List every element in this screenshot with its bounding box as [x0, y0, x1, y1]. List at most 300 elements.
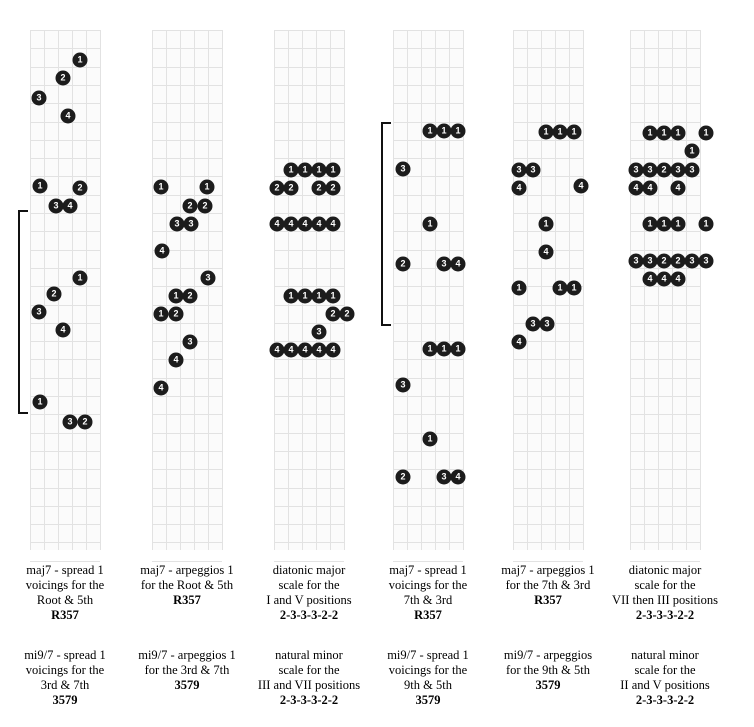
fret-line [393, 286, 463, 287]
caption-formula: R357 [534, 593, 562, 607]
finger-dot[interactable]: 1 [33, 179, 48, 194]
fret-line [30, 140, 100, 141]
caption-line: for the 9th & 5th [505, 663, 590, 677]
fret-line [630, 524, 700, 525]
fret-line [393, 323, 463, 324]
finger-dot[interactable]: 3 [643, 163, 658, 178]
string-line [44, 30, 45, 550]
fret-line [274, 30, 344, 31]
string-line [344, 30, 345, 550]
finger-dot[interactable]: 1 [437, 342, 452, 357]
string-line [100, 30, 101, 550]
caption-line: scale for the [278, 578, 340, 592]
caption-line: scale for the [634, 663, 696, 677]
finger-dot[interactable]: 3 [643, 254, 658, 269]
finger-dot[interactable]: 2 [169, 307, 184, 322]
finger-dot[interactable]: 3 [49, 199, 64, 214]
fret-line [30, 359, 100, 360]
fret-line [393, 305, 463, 306]
caption-formula: R357 [414, 608, 442, 622]
finger-dot[interactable]: 3 [671, 163, 686, 178]
fret-line [30, 524, 100, 525]
caption-line: for the Root & 5th [140, 578, 234, 592]
finger-dot[interactable]: 4 [451, 257, 466, 272]
finger-dot[interactable]: 1 [73, 271, 88, 286]
finger-dot[interactable]: 1 [169, 289, 184, 304]
fret-line [513, 506, 583, 507]
fret-line [393, 140, 463, 141]
fret-line [152, 378, 222, 379]
caption-line: scale for the [278, 663, 340, 677]
string-line [583, 30, 584, 550]
finger-dot[interactable]: 3 [526, 163, 541, 178]
string-line [630, 30, 631, 550]
caption-formula: R357 [173, 593, 201, 607]
finger-dot[interactable]: 4 [298, 343, 313, 358]
finger-dot[interactable]: 1 [200, 180, 215, 195]
caption-line: II and V positions [620, 678, 710, 692]
finger-dot[interactable]: 4 [169, 353, 184, 368]
fret-line [513, 67, 583, 68]
finger-dot[interactable]: 4 [155, 244, 170, 259]
finger-dot[interactable]: 3 [312, 325, 327, 340]
fret-line [152, 140, 222, 141]
fretboard-grid [630, 30, 709, 550]
caption-bottom-5 [492, 648, 604, 693]
finger-dot[interactable]: 4 [270, 343, 285, 358]
finger-dot[interactable]: 4 [643, 181, 658, 196]
finger-dot[interactable]: 1 [298, 289, 313, 304]
caption-line: 3rd & 7th [40, 678, 90, 692]
finger-dot[interactable]: 3 [699, 254, 714, 269]
caption-line: voicings for the [25, 663, 105, 677]
string-line [686, 30, 687, 550]
finger-dot[interactable]: 1 [657, 126, 672, 141]
fret-line [274, 140, 344, 141]
finger-dot[interactable]: 3 [437, 470, 452, 485]
finger-dot[interactable]: 3 [685, 163, 700, 178]
fret-line [152, 195, 222, 196]
fret-line [152, 433, 222, 434]
finger-dot[interactable]: 4 [671, 181, 686, 196]
caption-bottom-1 [9, 648, 121, 708]
fret-line [513, 48, 583, 49]
fret-line [274, 378, 344, 379]
finger-dot[interactable]: 3 [629, 163, 644, 178]
finger-dot[interactable]: 3 [512, 163, 527, 178]
fret-line [513, 122, 583, 123]
finger-dot[interactable]: 1 [284, 163, 299, 178]
string-line [700, 30, 701, 550]
finger-dot[interactable]: 4 [298, 217, 313, 232]
fret-line [152, 30, 222, 31]
fret-line [630, 48, 700, 49]
finger-dot[interactable]: 4 [643, 272, 658, 287]
finger-dot[interactable]: 3 [184, 217, 199, 232]
finger-dot[interactable]: 1 [423, 124, 438, 139]
fret-line [513, 140, 583, 141]
finger-dot[interactable]: 1 [699, 217, 714, 232]
fret-line [30, 268, 100, 269]
caption-bottom-3 [253, 648, 365, 708]
finger-dot[interactable]: 4 [270, 217, 285, 232]
caption-line: Root & 5th [36, 593, 94, 607]
finger-dot[interactable]: 2 [56, 71, 71, 86]
finger-dot[interactable]: 1 [567, 125, 582, 140]
fret-line [513, 561, 583, 562]
caption-line: for the 7th & 3rd [505, 578, 591, 592]
finger-dot[interactable]: 1 [312, 289, 327, 304]
fret-line [630, 250, 700, 251]
finger-dot[interactable]: 2 [198, 199, 213, 214]
fret-line [274, 396, 344, 397]
finger-dot[interactable]: 3 [685, 254, 700, 269]
fret-line [274, 469, 344, 470]
finger-dot[interactable]: 1 [657, 217, 672, 232]
finger-dot[interactable]: 1 [284, 289, 299, 304]
fret-line [630, 433, 700, 434]
caption-top-5 [492, 563, 604, 608]
fret-line [152, 506, 222, 507]
fret-line [630, 561, 700, 562]
finger-dot[interactable]: 4 [539, 245, 554, 260]
string-line [72, 30, 73, 550]
fret-line [152, 524, 222, 525]
caption-top-2 [131, 563, 243, 608]
fret-line [513, 542, 583, 543]
fret-line [152, 176, 222, 177]
fret-line [152, 286, 222, 287]
caption-top-3 [253, 563, 365, 623]
finger-dot[interactable]: 4 [56, 323, 71, 338]
caption-formula: R357 [51, 608, 79, 622]
finger-dot[interactable]: 1 [73, 53, 88, 68]
fret-line [274, 158, 344, 159]
finger-dot[interactable]: 1 [423, 432, 438, 447]
fret-line [152, 561, 222, 562]
finger-dot[interactable]: 4 [326, 217, 341, 232]
finger-dot[interactable]: 3 [396, 378, 411, 393]
finger-dot[interactable]: 3 [437, 257, 452, 272]
finger-dot[interactable]: 1 [685, 144, 700, 159]
fret-line [30, 341, 100, 342]
finger-dot[interactable]: 2 [312, 181, 327, 196]
string-line [658, 30, 659, 550]
string-line [166, 30, 167, 550]
finger-dot[interactable]: 2 [47, 287, 62, 302]
fretboard-grid [30, 30, 100, 550]
caption-formula: 2-3-3-3-2-2 [635, 608, 695, 622]
finger-dot[interactable]: 1 [326, 289, 341, 304]
fret-line [513, 103, 583, 104]
caption-bottom-6 [609, 648, 721, 708]
fret-line [274, 268, 344, 269]
fret-line [393, 250, 463, 251]
finger-dot[interactable]: 4 [671, 272, 686, 287]
caption-line: voicings for the [25, 578, 105, 592]
fret-line [152, 359, 222, 360]
fret-line [393, 195, 463, 196]
finger-dot[interactable]: 4 [154, 381, 169, 396]
fret-line [393, 213, 463, 214]
finger-dot[interactable]: 4 [512, 181, 527, 196]
finger-dot[interactable]: 1 [312, 163, 327, 178]
fretboard-grid [274, 30, 350, 550]
finger-dot[interactable]: 4 [284, 343, 299, 358]
caption-formula: 3579 [52, 693, 78, 707]
fret-line [152, 451, 222, 452]
position-bracket [18, 210, 28, 414]
fret-line [152, 323, 222, 324]
fretboard-1[interactable] [30, 30, 100, 550]
caption-formula: 3579 [535, 678, 561, 692]
finger-dot[interactable]: 4 [326, 343, 341, 358]
fret-line [274, 323, 344, 324]
fret-line [513, 451, 583, 452]
finger-dot[interactable]: 1 [512, 281, 527, 296]
fret-line [152, 85, 222, 86]
fret-line [393, 542, 463, 543]
fret-line [274, 414, 344, 415]
fret-line [30, 176, 100, 177]
finger-dot[interactable]: 2 [396, 470, 411, 485]
finger-dot[interactable]: 1 [423, 342, 438, 357]
fretboard-3[interactable] [274, 30, 350, 550]
fret-line [274, 524, 344, 525]
fret-line [513, 176, 583, 177]
fret-line [152, 469, 222, 470]
finger-dot[interactable]: 1 [298, 163, 313, 178]
fret-line [274, 85, 344, 86]
finger-dot[interactable]: 2 [671, 254, 686, 269]
finger-dot[interactable]: 1 [154, 180, 169, 195]
fret-line [274, 433, 344, 434]
finger-dot[interactable]: 1 [643, 217, 658, 232]
finger-dot[interactable]: 2 [326, 307, 341, 322]
fret-line [274, 359, 344, 360]
fret-line [630, 85, 700, 86]
fret-line [513, 195, 583, 196]
finger-dot[interactable]: 2 [396, 257, 411, 272]
finger-dot[interactable]: 2 [657, 163, 672, 178]
finger-dot[interactable]: 1 [154, 307, 169, 322]
caption-line: natural minor [275, 648, 343, 662]
finger-dot[interactable]: 1 [567, 281, 582, 296]
fret-line [513, 158, 583, 159]
caption-line: III and VII positions [257, 678, 361, 692]
string-line [208, 30, 209, 550]
fret-line [630, 30, 700, 31]
fret-line [630, 213, 700, 214]
fret-line [393, 524, 463, 525]
finger-dot[interactable]: 1 [437, 124, 452, 139]
finger-dot[interactable]: 1 [539, 217, 554, 232]
finger-dot[interactable]: 1 [33, 395, 48, 410]
finger-dot[interactable]: 2 [73, 181, 88, 196]
fret-line [630, 506, 700, 507]
string-line [672, 30, 673, 550]
finger-dot[interactable]: 2 [326, 181, 341, 196]
caption-formula: 3579 [174, 678, 200, 692]
fretboard-grid [513, 30, 583, 550]
finger-dot[interactable]: 4 [284, 217, 299, 232]
finger-dot[interactable]: 2 [183, 199, 198, 214]
finger-dot[interactable]: 4 [512, 335, 527, 350]
fretboard-5[interactable] [513, 30, 583, 550]
finger-dot[interactable]: 4 [312, 217, 327, 232]
fret-line [152, 67, 222, 68]
finger-dot[interactable]: 4 [63, 199, 78, 214]
fret-line [30, 542, 100, 543]
finger-dot[interactable]: 2 [78, 415, 93, 430]
fret-line [152, 414, 222, 415]
finger-dot[interactable]: 3 [540, 317, 555, 332]
finger-dot[interactable]: 3 [629, 254, 644, 269]
fret-line [274, 286, 344, 287]
fret-line [152, 231, 222, 232]
finger-dot[interactable]: 4 [657, 272, 672, 287]
finger-dot[interactable]: 1 [671, 217, 686, 232]
fret-line [393, 451, 463, 452]
fret-line [513, 378, 583, 379]
fret-line [393, 30, 463, 31]
finger-dot[interactable]: 2 [183, 289, 198, 304]
fret-line [274, 451, 344, 452]
finger-dot[interactable]: 3 [63, 415, 78, 430]
finger-dot[interactable]: 1 [451, 124, 466, 139]
fretboard-4[interactable] [393, 30, 463, 550]
fret-line [513, 305, 583, 306]
finger-dot[interactable]: 3 [526, 317, 541, 332]
caption-line: mi9/7 - spread 1 [387, 648, 469, 662]
caption-line: VII then III positions [612, 593, 718, 607]
finger-dot[interactable]: 1 [451, 342, 466, 357]
fret-line [30, 213, 100, 214]
caption-line: natural minor [631, 648, 699, 662]
finger-dot[interactable]: 3 [183, 335, 198, 350]
fret-line [274, 250, 344, 251]
fret-line [274, 103, 344, 104]
string-line [222, 30, 223, 550]
fret-line [630, 378, 700, 379]
fret-line [152, 122, 222, 123]
finger-dot[interactable]: 2 [270, 181, 285, 196]
fret-line [630, 122, 700, 123]
fret-line [30, 451, 100, 452]
fret-line [30, 67, 100, 68]
finger-dot[interactable]: 4 [61, 109, 76, 124]
fret-line [274, 48, 344, 49]
fret-line [274, 213, 344, 214]
finger-dot[interactable]: 1 [553, 281, 568, 296]
fret-line [30, 469, 100, 470]
fret-line [30, 433, 100, 434]
string-line [435, 30, 436, 550]
finger-dot[interactable]: 1 [423, 217, 438, 232]
fret-line [513, 488, 583, 489]
position-bracket [381, 122, 391, 326]
finger-dot[interactable]: 1 [553, 125, 568, 140]
fret-line [393, 561, 463, 562]
fret-line [274, 506, 344, 507]
fret-line [630, 414, 700, 415]
caption-line: voicings for the [388, 663, 468, 677]
fretboard-grid [393, 30, 463, 550]
caption-line: maj7 - arpeggios 1 [140, 563, 234, 577]
finger-dot[interactable]: 3 [170, 217, 185, 232]
finger-dot[interactable]: 4 [629, 181, 644, 196]
caption-line: 7th & 3rd [403, 593, 453, 607]
fret-line [30, 506, 100, 507]
fret-line [630, 488, 700, 489]
fret-line [152, 488, 222, 489]
fret-line [630, 103, 700, 104]
caption-top-6 [609, 563, 721, 623]
string-line [527, 30, 528, 550]
caption-bottom-4 [372, 648, 484, 708]
finger-dot[interactable]: 2 [657, 254, 672, 269]
fret-line [393, 67, 463, 68]
finger-dot[interactable]: 1 [326, 163, 341, 178]
fret-line [30, 488, 100, 489]
fret-line [30, 561, 100, 562]
fret-line [274, 542, 344, 543]
fret-line [513, 213, 583, 214]
finger-dot[interactable]: 3 [32, 91, 47, 106]
fret-line [393, 396, 463, 397]
finger-dot[interactable]: 1 [671, 126, 686, 141]
caption-formula: 3579 [415, 693, 441, 707]
caption-formula: 2-3-3-3-2-2 [279, 608, 339, 622]
finger-dot[interactable]: 4 [451, 470, 466, 485]
string-line [644, 30, 645, 550]
fret-line [513, 359, 583, 360]
fret-line [630, 469, 700, 470]
fret-line [274, 122, 344, 123]
string-line [421, 30, 422, 550]
fret-line [630, 359, 700, 360]
fret-line [630, 195, 700, 196]
fret-line [30, 48, 100, 49]
finger-dot[interactable]: 1 [699, 126, 714, 141]
finger-dot[interactable]: 1 [643, 126, 658, 141]
fretboard-2[interactable] [152, 30, 222, 550]
finger-dot[interactable]: 2 [340, 307, 355, 322]
fretboard-6[interactable] [630, 30, 709, 550]
fret-line [152, 48, 222, 49]
finger-dot[interactable]: 3 [396, 162, 411, 177]
fret-line [513, 85, 583, 86]
finger-dot[interactable]: 3 [201, 271, 216, 286]
finger-dot[interactable]: 4 [312, 343, 327, 358]
finger-dot[interactable]: 2 [284, 181, 299, 196]
fret-line [152, 103, 222, 104]
fret-line [393, 488, 463, 489]
finger-dot[interactable]: 3 [32, 305, 47, 320]
fret-line [152, 268, 222, 269]
fret-line [393, 506, 463, 507]
finger-dot[interactable]: 4 [574, 179, 589, 194]
fret-line [30, 30, 100, 31]
fret-line [630, 451, 700, 452]
fret-line [393, 414, 463, 415]
fret-line [30, 158, 100, 159]
finger-dot[interactable]: 1 [539, 125, 554, 140]
fret-line [630, 396, 700, 397]
string-line [393, 30, 394, 550]
caption-line: diatonic major [628, 563, 702, 577]
fret-line [630, 305, 700, 306]
